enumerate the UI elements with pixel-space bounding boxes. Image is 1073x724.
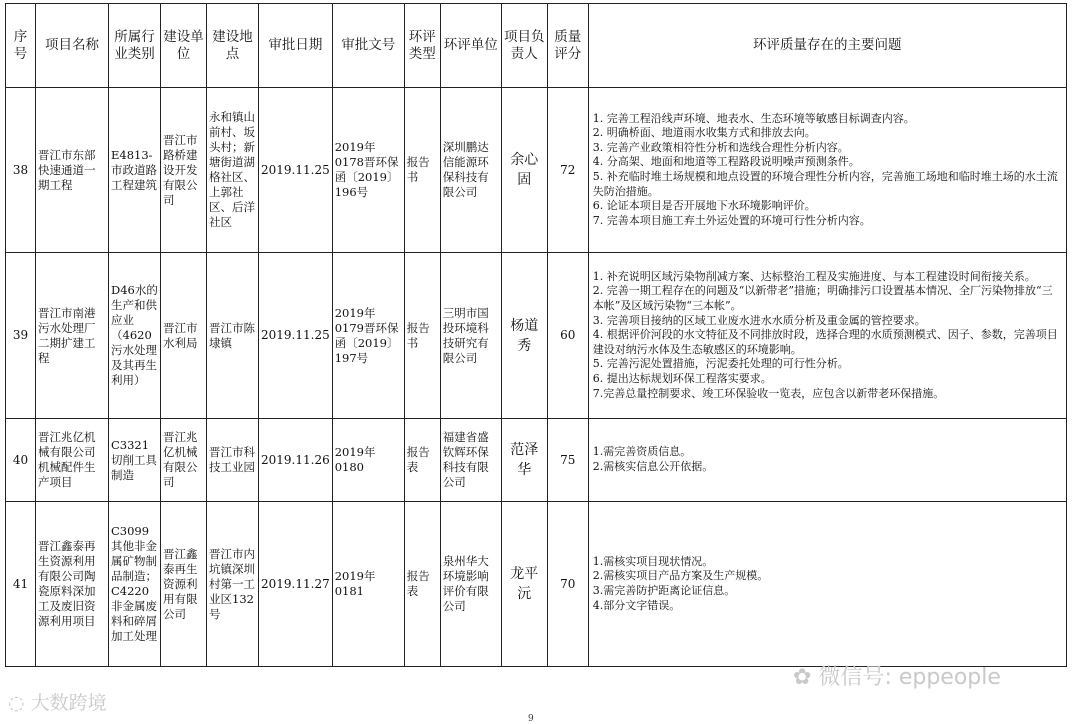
table-row xyxy=(6,502,1067,667)
issue-item: 2.需核实信息公开依据。 xyxy=(592,460,714,473)
cell-doc-no: 2019年0180 xyxy=(332,419,404,502)
header-issues: 环评质量存在的主要问题 xyxy=(588,4,1066,88)
header-eia-unit: 环评单位 xyxy=(440,4,501,88)
cell-eia-unit: 三明市国投环境科技研究有限公司 xyxy=(440,253,501,419)
cell-name: 晋江鑫泰再生资源利用有限公司陶瓷原料深加工及废旧资源利用项目 xyxy=(36,502,109,667)
cell-eia-type: 报告书 xyxy=(404,253,440,419)
cell-location: 永和镇山前村、坂头村；新塘街道湖格社区、上郭社区、后洋社区 xyxy=(207,88,259,253)
cell-industry: E4813-市政道路工程建筑 xyxy=(109,88,161,253)
issue-item: 4.部分文字错误。 xyxy=(592,598,681,612)
cell-leader: 余心固 xyxy=(501,88,547,253)
header-name: 项目名称 xyxy=(36,4,109,88)
cell-eia-unit: 福建省盛钦辉环保科技有限公司 xyxy=(440,419,501,502)
table-row xyxy=(6,253,1067,419)
eia-quality-table xyxy=(5,3,1067,667)
cell-issues xyxy=(588,419,1066,502)
cell-eia-type: 报告表 xyxy=(404,419,440,502)
issue-item: 2.需核实项目产品方案及生产规模。 xyxy=(592,569,769,583)
issues-list xyxy=(591,445,1064,474)
issue-item: 7.完善总量控制要求、竣工环保验收一览表，应包含以新带老环保措施。 xyxy=(592,386,945,400)
cell-seq: 38 xyxy=(6,88,36,253)
cell-issues xyxy=(588,253,1066,419)
cell-name: 晋江市东部快速通道一期工程 xyxy=(36,88,109,253)
cell-eia-unit: 深圳鹏达信能源环保科技有限公司 xyxy=(440,88,501,253)
header-score: 质量评分 xyxy=(547,4,588,88)
cell-date: 2019.11.26 xyxy=(259,419,333,502)
cell-name: 晋江兆亿机械有限公司机械配件生产项目 xyxy=(36,419,109,502)
cell-issues xyxy=(588,502,1066,667)
cell-seq: 41 xyxy=(6,502,36,667)
cell-date: 2019.11.25 xyxy=(259,88,333,253)
cell-doc-no: 2019年0181 xyxy=(332,502,404,667)
cell-leader: 龙平沅 xyxy=(501,502,547,667)
issue-item: 2. 明确桥面、地道雨水收集方式和排放去向。 xyxy=(592,126,816,140)
header-doc-no: 审批文号 xyxy=(332,4,404,88)
issues-list xyxy=(591,112,1064,229)
cell-eia-type: 报告表 xyxy=(404,502,440,667)
issue-item: 4. 根据评价河段的水文特征及不同排放时段，选择合理的水质预测模式、因子、参数，完善项目建设对纳污水体及生态敏感区的环境影响。 xyxy=(592,328,1058,356)
page-number: 9 xyxy=(528,714,534,724)
watermark-left-text: 大数跨境 xyxy=(30,692,107,714)
header-eia-type: 环评类型 xyxy=(404,4,440,88)
issue-item: 1.需核实项目现状情况。 xyxy=(592,554,714,568)
issue-item: 3. 完善产业政策相符性分析和选线合理性分析内容。 xyxy=(592,140,849,154)
issue-item: 5. 完善污泥处置措施，污泥委托处理的可行性分析。 xyxy=(592,357,849,371)
watermark-right xyxy=(793,660,1001,691)
header-date: 审批日期 xyxy=(259,4,333,88)
cell-leader: 范泽华 xyxy=(501,419,547,502)
cell-location: 晋江市陈埭镇 xyxy=(207,253,259,419)
issue-item: 5. 补充临时堆土场规模和地点设置的环境合理性分析内容，完善施工场地和临时堆土场的水土流失防治措施。 xyxy=(592,170,1058,198)
cell-industry: C3099其他非金属矿物制品制造；C4220非金属废料和碎屑加工处理 xyxy=(109,502,161,667)
issue-item: 1.需完善资质信息。 xyxy=(592,445,692,459)
issues-list xyxy=(591,555,1064,613)
cell-eia-unit: 泉州华大环境影响评价有限公司 xyxy=(440,502,501,667)
cell-score: 75 xyxy=(547,419,588,502)
issue-item: 7. 完善本项目施工弃土外运处置的环境可行性分析内容。 xyxy=(592,213,871,227)
watermark-right-text: 微信号: eppeople xyxy=(818,665,1001,690)
table-row xyxy=(6,419,1067,502)
cell-doc-no: 2019年0179晋环保函〔2019〕197号 xyxy=(332,253,404,419)
cell-date: 2019.11.25 xyxy=(259,253,333,419)
header-seq: 序号 xyxy=(6,4,36,88)
header-leader: 项目负责人 xyxy=(501,4,547,88)
wechat-logo-icon: ✿ xyxy=(793,665,812,690)
issue-item: 3. 完善项目接纳的区域工业废水进水水质分析及重金属的管控要求。 xyxy=(592,313,926,327)
issue-item: 1. 补充说明区域污染物削减方案、达标整治工程及实施进度、与本工程建设时间衔接关系。 xyxy=(592,269,1036,283)
cell-seq: 40 xyxy=(6,419,36,502)
header-row xyxy=(6,4,1067,88)
header-location: 建设地点 xyxy=(207,4,259,88)
cell-issues xyxy=(588,88,1066,253)
watermark-left xyxy=(8,688,107,715)
issue-item: 4. 分高架、地面和地道等工程路段说明噪声预测条件。 xyxy=(592,155,860,169)
cell-unit: 晋江鑫泰再生资源利用有限公司 xyxy=(161,502,207,667)
weibo-logo-icon: ◌ xyxy=(8,692,25,714)
table-row xyxy=(6,88,1067,253)
cell-score: 70 xyxy=(547,502,588,667)
issue-item: 2. 完善一期工程存在的问题及“以新带老”措施；明确排污口设置基本情况、全厂污染物排放“三本帐”及区域污染物“三本帐”。 xyxy=(592,284,1053,313)
issues-list xyxy=(591,270,1064,401)
issue-item: 3.需完善防护距离论证信息。 xyxy=(592,584,736,597)
cell-date: 2019.11.27 xyxy=(259,502,333,667)
cell-doc-no: 2019年0178晋环保函〔2019〕196号 xyxy=(332,88,404,253)
cell-seq: 39 xyxy=(6,253,36,419)
issue-item: 6. 提出达标规划环保工程落实要求。 xyxy=(592,371,772,385)
issue-item: 6. 论证本项目是否开展地下水环境影响评价。 xyxy=(592,199,816,213)
cell-name: 晋江市南港污水处理厂二期扩建工程 xyxy=(36,253,109,419)
cell-unit: 晋江市路桥建设开发有限公司 xyxy=(161,88,207,253)
cell-score: 60 xyxy=(547,253,588,419)
cell-location: 晋江市科技工业园 xyxy=(207,419,259,502)
cell-industry: C3321切削工具制造 xyxy=(109,419,161,502)
header-industry: 所属行业类别 xyxy=(109,4,161,88)
issue-item: 1. 完善工程沿线声环境、地表水、生态环境等敏感目标调查内容。 xyxy=(592,111,915,125)
header-unit: 建设单位 xyxy=(161,4,207,88)
cell-score: 72 xyxy=(547,88,588,253)
cell-leader: 杨道秀 xyxy=(501,253,547,419)
cell-unit: 晋江市水利局 xyxy=(161,253,207,419)
cell-unit: 晋江兆亿机械有限公司 xyxy=(161,419,207,502)
cell-location: 晋江市内坑镇深圳村第一工业区132号 xyxy=(207,502,259,667)
cell-eia-type: 报告书 xyxy=(404,88,440,253)
cell-industry: D46水的生产和供应业（4620污水处理及其再生利用） xyxy=(109,253,161,419)
